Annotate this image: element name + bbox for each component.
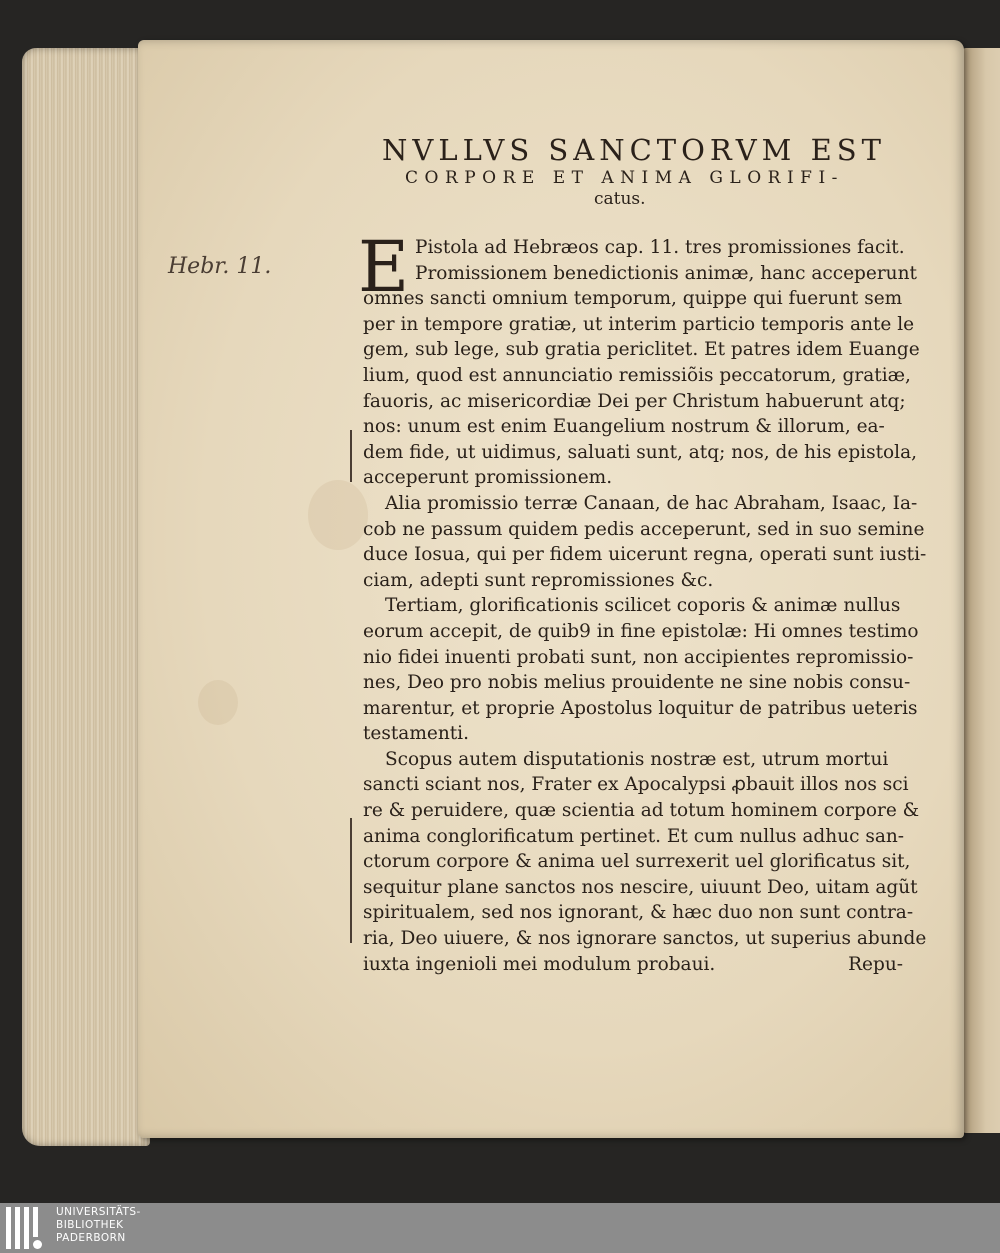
heading-line-3: catus. — [594, 189, 646, 209]
library-name-line: UNIVERSITÄTS- — [56, 1206, 141, 1218]
text-line: spiritualem, sed nos ignorant, & hæc duo non sunt contra- — [363, 902, 914, 924]
text-line: Scopus autem disputationis nostræ est, utrum mortui — [385, 748, 889, 770]
library-logo-icon — [6, 1207, 50, 1249]
catchword: Repu- — [848, 953, 903, 975]
text-line: nes, Deo pro nobis melius prouidente ne sine nobis consu- — [363, 672, 911, 694]
text-line: gem, sub lege, sub gratia periclitet. Et patres idem Euange — [363, 339, 920, 361]
text-line: dem fide, ut uidimus, saluati sunt, atq; nos, de his epistola, — [363, 441, 917, 463]
heading-line-1: NVLLVS SANCTORVM EST — [382, 133, 886, 167]
text-line: Tertiam, glorificationis scilicet coporis & animæ nullus — [385, 595, 901, 617]
margin-note: Hebr. 11. — [168, 254, 272, 279]
page-edges — [22, 48, 150, 1146]
margin-bracket — [350, 818, 352, 943]
text-line: cob ne passum quidem pedis acceperunt, sed in suo semine — [363, 518, 925, 540]
drop-capital: E — [358, 226, 410, 308]
text-line — [363, 952, 903, 978]
text-line: Promissionem benedictionis animæ, hanc acceperunt — [415, 262, 917, 284]
text-line: duce Iosua, qui per fidem uicerunt regna, operati sunt iusti- — [363, 544, 927, 566]
text-line: eorum accepit, de quib9 in fine epistolæ: Hi omnes testimo — [363, 620, 919, 642]
text-line: re & peruidere, quæ scientia ad totum hominem corpore & — [363, 800, 920, 822]
text-line: marentur, et proprie Apostolus loquitur de patribus ueteris — [363, 697, 918, 719]
library-name-line: PADERBORN — [56, 1232, 126, 1244]
heading-line-2: CORPORE ET ANIMA GLORIFI- — [405, 168, 844, 188]
text-line: testamenti. — [363, 723, 469, 745]
library-name — [56, 1206, 141, 1245]
text-line: ciam, adepti sunt repromissiones &c. — [363, 569, 714, 591]
text-line: nos: unum est enim Euangelium nostrum & illorum, ea- — [363, 416, 885, 438]
margin-bracket — [350, 430, 352, 482]
text-line: Alia promissio terræ Canaan, de hac Abraham, Isaac, Ia- — [385, 492, 918, 514]
text-line: acceperunt promissionem. — [363, 467, 613, 489]
text-line: per in tempore gratiæ, ut interim particio temporis ante le — [363, 313, 915, 335]
text-line: fauoris, ac misericordiæ Dei per Christum habuerunt atq; — [363, 390, 906, 412]
text-line: sequitur plane sanctos nos nescire, uiuunt Deo, uitam agũt — [363, 876, 918, 898]
text-line: ria, Deo uiuere, & nos ignorare sanctos, ut superius abunde — [363, 928, 927, 950]
text-line: ctorum corpore & anima uel surrexerit uel glorificatus sit, — [363, 851, 911, 873]
text-line: lium, quod est annunciatio remissiõis peccatorum, gratiæ, — [363, 364, 911, 386]
text-line-last: iuxta ingenioli mei modulum probaui. — [363, 953, 716, 975]
text-line: anima conglorificatum pertinet. Et cum nullus adhuc san- — [363, 825, 905, 847]
facing-page-edge — [962, 48, 1000, 1133]
text-line: sancti sciant nos, Frater ex Apocalypsi ꝓbauit illos nos sci — [363, 774, 909, 796]
library-name-line: BIBLIOTHEK — [56, 1219, 124, 1231]
text-line: nio fidei inuenti probati sunt, non accipientes repromissio- — [363, 646, 914, 668]
page-stain — [308, 480, 368, 550]
text-line: omnes sancti omnium temporum, quippe qui fuerunt sem — [363, 288, 903, 310]
page-stain — [198, 680, 238, 725]
body-text — [363, 235, 927, 977]
text-line: Pistola ad Hebræos cap. 11. tres promissiones facit. — [415, 237, 905, 258]
library-footer — [0, 1203, 1000, 1253]
